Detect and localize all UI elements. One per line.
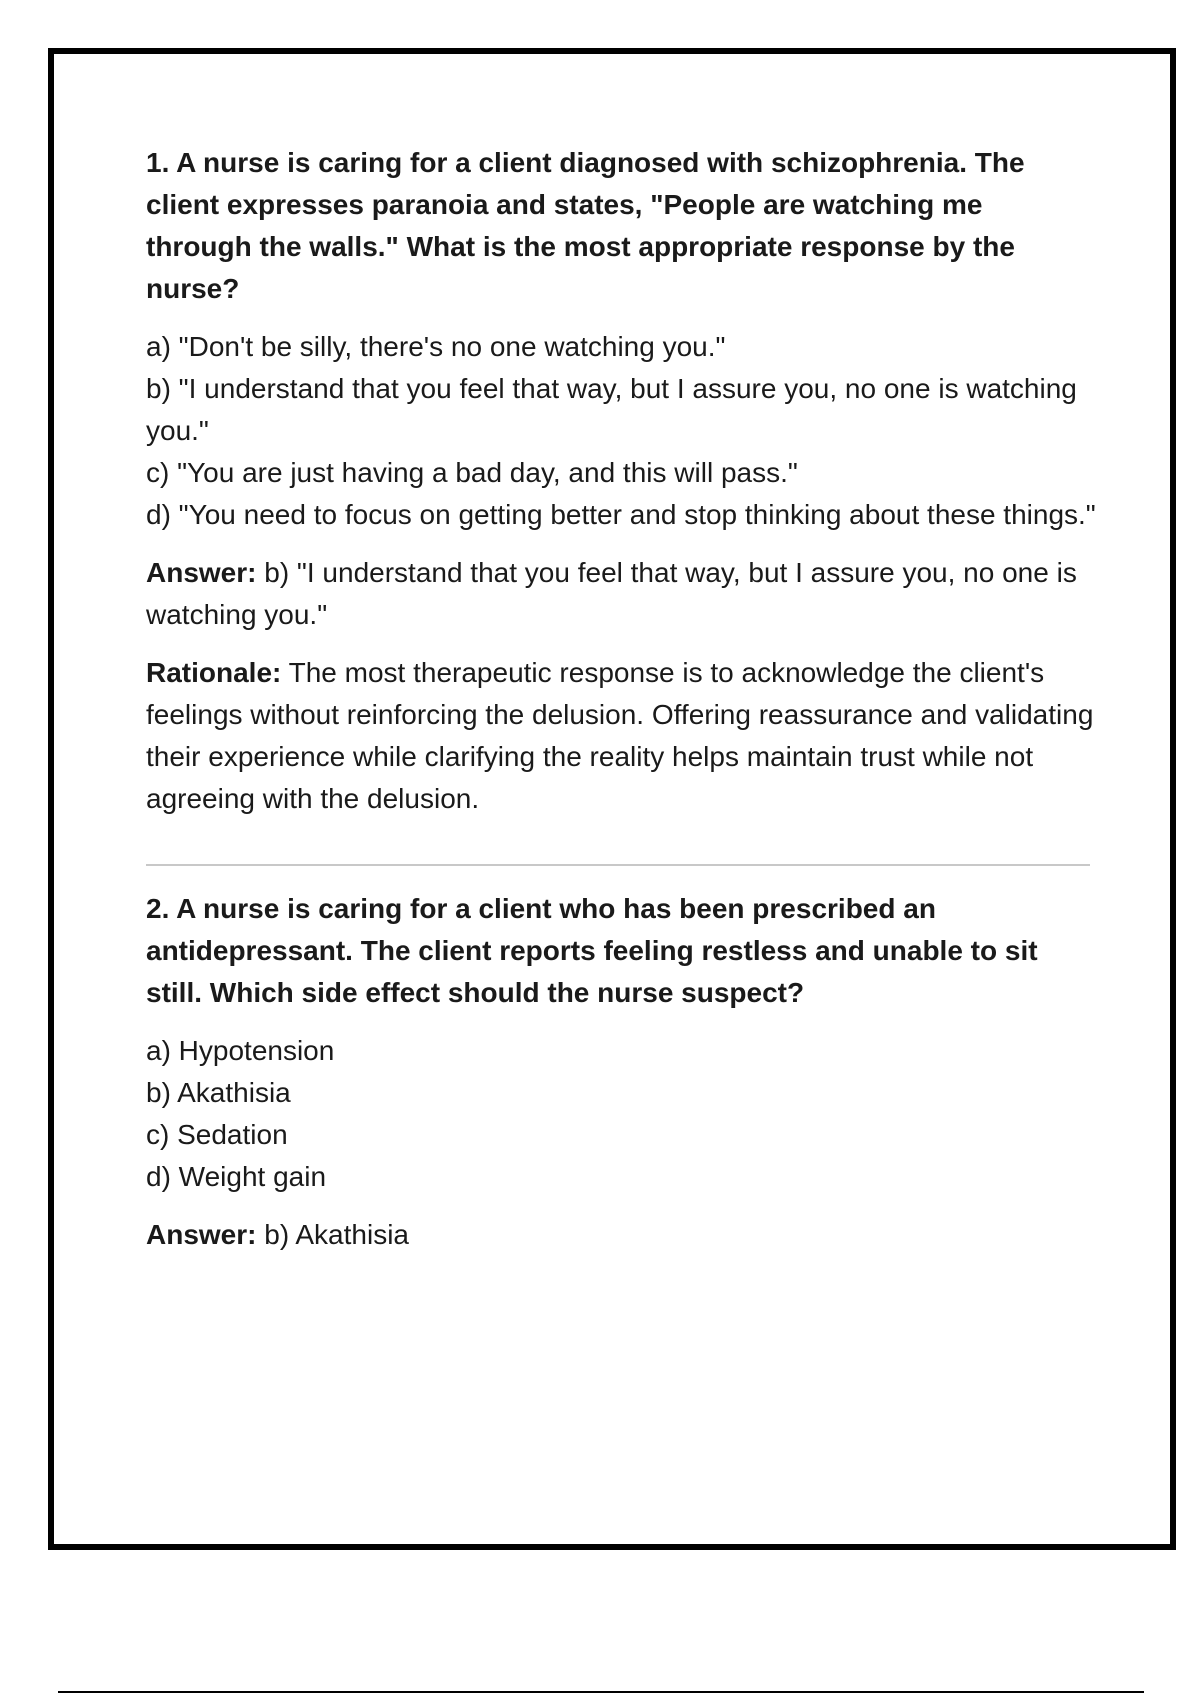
question-1-rationale bbox=[146, 652, 1096, 820]
answer-text: b) "I understand that you feel that way, but I assure you, no one is watching you." bbox=[146, 557, 1077, 630]
answer-text: b) Akathisia bbox=[256, 1219, 409, 1250]
question-1-option-a: a) "Don't be silly, there's no one watching you." bbox=[146, 331, 726, 362]
question-2-options bbox=[146, 1030, 1096, 1198]
rationale-label: Rationale: bbox=[146, 657, 282, 688]
question-2-option-b: b) Akathisia bbox=[146, 1077, 291, 1108]
rationale-text: The most therapeutic response is to acknowledge the client's feelings without reinforcing the delusion. Offering reassurance and validating their experience while clarifying the reality helps maintain trust while not agreeing with the delusion. bbox=[146, 657, 1094, 814]
question-2-option-a: a) Hypotension bbox=[146, 1035, 335, 1066]
answer-label: Answer: bbox=[146, 1219, 257, 1250]
question-divider bbox=[146, 864, 1090, 866]
question-1-options bbox=[146, 326, 1096, 536]
question-1-option-d: d) "You need to focus on getting better and stop thinking about these things." bbox=[146, 499, 1096, 530]
question-1-answer bbox=[146, 552, 1096, 636]
question-2-answer bbox=[146, 1214, 1096, 1256]
question-1-option-c: c) "You are just having a bad day, and this will pass." bbox=[146, 457, 798, 488]
question-block-2 bbox=[146, 888, 1096, 1256]
bottom-rule bbox=[58, 1691, 1144, 1693]
question-2-text: 2. A nurse is caring for a client who has been prescribed an antidepressant. The client reports feeling restless and unable to sit still. Which side effect should the nurse suspect? bbox=[146, 893, 1038, 1008]
question-2-option-c: c) Sedation bbox=[146, 1119, 288, 1150]
question-block-1 bbox=[146, 142, 1096, 820]
document-content bbox=[146, 142, 1096, 1272]
question-1-text: 1. A nurse is caring for a client diagnosed with schizophrenia. The client expresses paranoia and states, "People are watching me through the walls." What is the most appropriate response by the nurse? bbox=[146, 147, 1025, 304]
question-2-option-d: d) Weight gain bbox=[146, 1161, 327, 1192]
question-1-option-b: b) "I understand that you feel that way, but I assure you, no one is watching you." bbox=[146, 373, 1077, 446]
answer-label: Answer: bbox=[146, 557, 257, 588]
